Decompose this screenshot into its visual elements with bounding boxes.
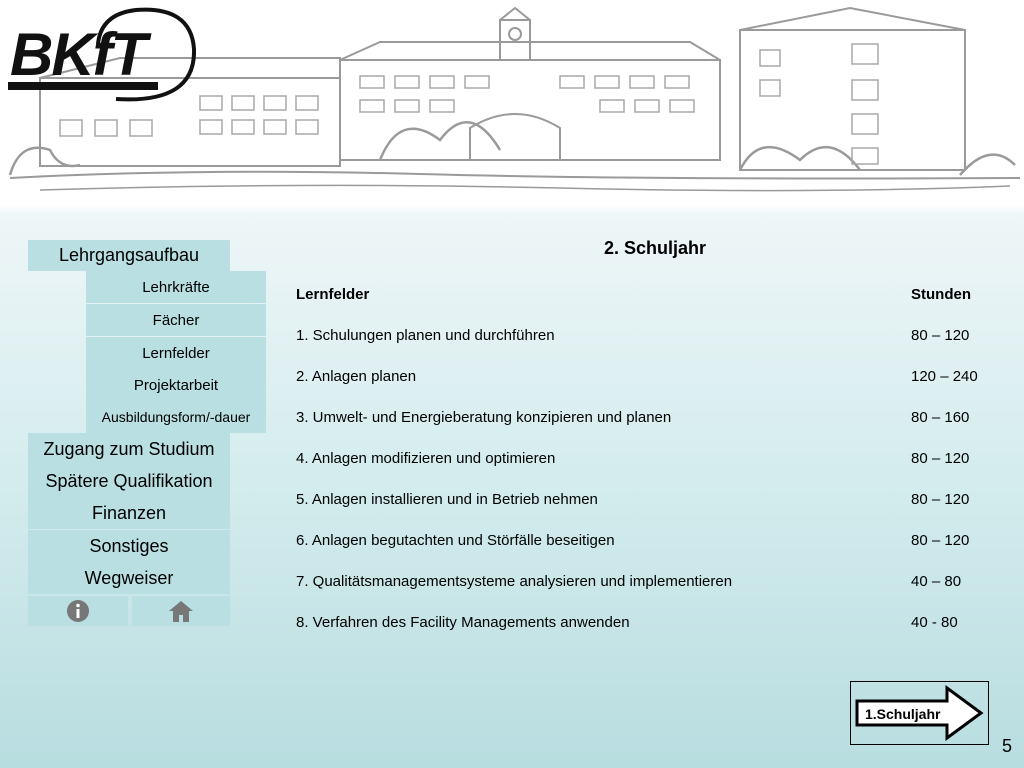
table-row-label: 2. Anlagen planen	[296, 368, 417, 385]
column-header-lernfelder: Lernfelder	[296, 286, 370, 303]
table-row-hours: 80 – 120	[911, 327, 970, 344]
nav-sub-faecher[interactable]: Fächer	[86, 304, 266, 336]
info-button[interactable]	[28, 596, 128, 626]
table-row-label: 6. Anlagen begutachten und Störfälle beseitigen	[296, 532, 615, 549]
table-row-label: 1. Schulungen planen und durchführen	[296, 327, 555, 344]
table-row-hours: 40 – 80	[911, 573, 962, 590]
schuljahr-1-button[interactable]	[850, 681, 989, 745]
nav-sub-projektarbeit[interactable]: Projektarbeit	[86, 369, 266, 401]
table-row-hours: 80 – 160	[911, 409, 970, 426]
column-header-stunden: Stunden	[911, 286, 971, 303]
nav-sub-lernfelder[interactable]: Lernfelder	[86, 337, 266, 369]
table-row-hours: 40 - 80	[911, 614, 958, 631]
header-banner	[0, 0, 1024, 205]
page-number: 5	[1002, 736, 1013, 756]
table-row-hours: 80 – 120	[911, 450, 970, 467]
table-row-label: 4. Anlagen modifizieren und optimieren	[296, 450, 556, 467]
nav-finanzen[interactable]: Finanzen	[28, 497, 230, 529]
home-button[interactable]	[132, 596, 230, 626]
table-row-hours: 120 – 240	[911, 368, 978, 385]
table-row-hours: 80 – 120	[911, 491, 970, 508]
nav-lehrgangsaufbau[interactable]: Lehrgangsaufbau	[28, 240, 230, 271]
nav-sonstiges[interactable]: Sonstiges	[28, 530, 230, 562]
table-row-label: 8. Verfahren des Facility Managements anwenden	[296, 614, 630, 631]
table-row-label: 5. Anlagen installieren und in Betrieb nehmen	[296, 491, 598, 508]
nav-spaetere-qualifikation[interactable]: Spätere Qualifikation	[28, 465, 230, 497]
table-row-label: 7. Qualitätsmanagementsysteme analysieren und implementieren	[296, 573, 733, 590]
schuljahr-1-label: 1.Schuljahr	[865, 706, 941, 722]
home-icon	[168, 599, 194, 623]
nav-zugang-studium[interactable]: Zugang zum Studium	[28, 433, 230, 465]
nav-wegweiser[interactable]: Wegweiser	[28, 562, 230, 594]
logo-text: BKfT	[10, 21, 146, 88]
nav-sub-lehrkraefte[interactable]: Lehrkräfte	[86, 271, 266, 303]
info-icon	[66, 599, 90, 623]
logo	[6, 4, 196, 114]
page-title: 2. Schuljahr	[603, 238, 707, 258]
nav-sub-ausbildungsform[interactable]: Ausbildungsform/-dauer	[86, 401, 266, 433]
table-row-hours: 80 – 120	[911, 532, 970, 549]
table-row-label: 3. Umwelt- und Energieberatung konzipieren und planen	[296, 409, 672, 426]
